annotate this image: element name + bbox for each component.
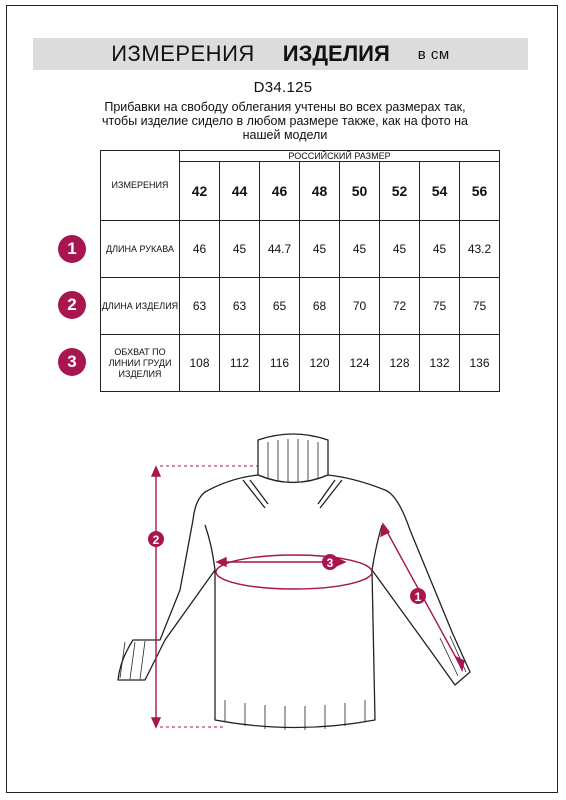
table-row-sleeve-length — [101, 221, 500, 278]
size-cell: 48 — [300, 162, 340, 221]
table-cell: 132 — [420, 335, 460, 392]
table-cell: 45 — [300, 221, 340, 278]
marker-3: 3 — [326, 556, 334, 570]
table-cell: 108 — [180, 335, 220, 392]
table-cell: 44.7 — [260, 221, 300, 278]
fit-note: Прибавки на свободу облегания учтены во всех размерах так, чтобы изделие сидело в любом размере также, как на фото на нашей модели — [102, 100, 468, 142]
table-cell: 63 — [180, 278, 220, 335]
size-cell: 50 — [340, 162, 380, 221]
size-cell: 56 — [460, 162, 500, 221]
table-cell: 45 — [220, 221, 260, 278]
table-cell: 124 — [340, 335, 380, 392]
measurements-header: ИЗМЕРЕНИЯ — [101, 151, 180, 221]
table-cell: 65 — [260, 278, 300, 335]
sweater-diagram — [0, 420, 566, 780]
marker-1: 1 — [414, 590, 422, 604]
size-table — [100, 150, 500, 392]
table-cell: 68 — [300, 278, 340, 335]
table-cell: 45 — [420, 221, 460, 278]
table-cell: 43.2 — [460, 221, 500, 278]
table-cell: 45 — [340, 221, 380, 278]
marker-2: 2 — [152, 533, 160, 547]
row-badge-1: 1 — [58, 235, 86, 263]
russian-size-header: РОССИЙСКИЙ РАЗМЕР — [180, 151, 500, 162]
size-cell: 46 — [260, 162, 300, 221]
table-cell: 128 — [380, 335, 420, 392]
table-cell: 136 — [460, 335, 500, 392]
header-title-measurements: ИЗМЕРЕНИЯ — [111, 41, 255, 66]
size-cell: 44 — [220, 162, 260, 221]
header-title-item: ИЗДЕЛИЯ — [282, 41, 390, 66]
table-row-item-length — [101, 278, 500, 335]
table-cell: 45 — [380, 221, 420, 278]
row-badge-3: 3 — [58, 348, 86, 376]
header-unit: в см — [417, 45, 450, 63]
sweater-outline — [118, 434, 470, 728]
table-row-chest-girth — [101, 335, 500, 392]
header-band — [33, 38, 528, 70]
table-cell: 116 — [260, 335, 300, 392]
table-cell: 120 — [300, 335, 340, 392]
table-cell: 75 — [460, 278, 500, 335]
row-label: ОБХВАТ ПО ЛИНИИ ГРУДИ ИЗДЕЛИЯ — [101, 335, 180, 392]
row-badge-2: 2 — [58, 291, 86, 319]
size-cell: 42 — [180, 162, 220, 221]
table-cell: 70 — [340, 278, 380, 335]
product-code: D34.125 — [253, 79, 313, 96]
table-cell: 63 — [220, 278, 260, 335]
table-cell: 72 — [380, 278, 420, 335]
table-group-header-row — [101, 151, 500, 162]
table-cell: 46 — [180, 221, 220, 278]
size-cell: 52 — [380, 162, 420, 221]
table-cell: 75 — [420, 278, 460, 335]
row-label: ДЛИНА РУКАВА — [101, 221, 180, 278]
row-label: ДЛИНА ИЗДЕЛИЯ — [101, 278, 180, 335]
size-cell: 54 — [420, 162, 460, 221]
table-cell: 112 — [220, 335, 260, 392]
